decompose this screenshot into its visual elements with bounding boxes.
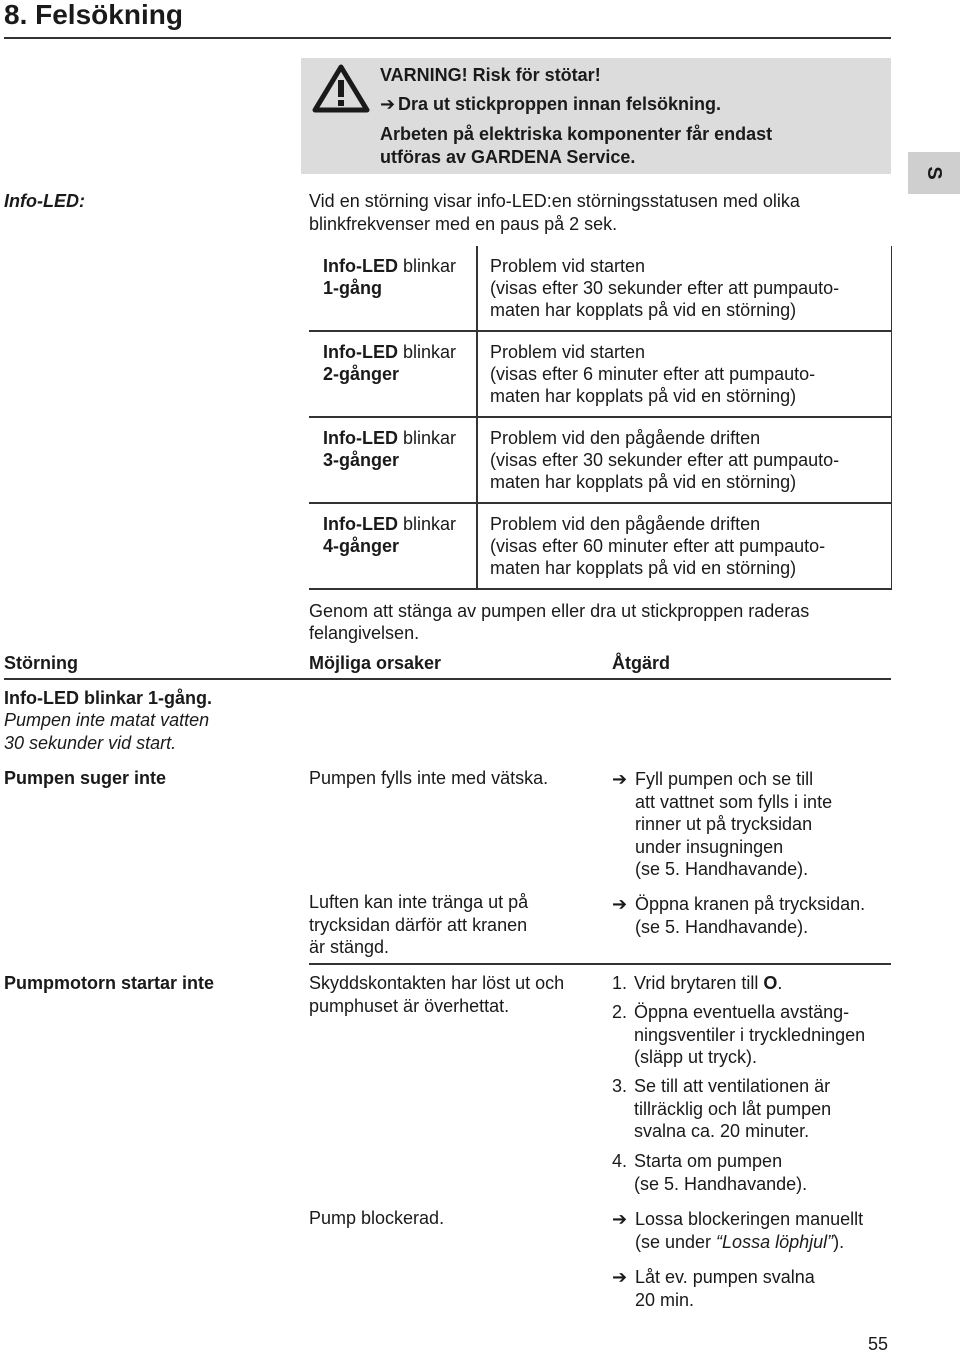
- step-text: Öppna eventuella avstäng-: [634, 1002, 850, 1022]
- action-let-cool: [612, 1266, 815, 1311]
- warning-heading: VARNING! Risk för stötar!: [380, 65, 601, 85]
- group-title: Info-LED blinkar 1-gång.: [4, 688, 213, 708]
- arrow-right-icon: ➔: [612, 1209, 628, 1229]
- led-row-3-desc1: Problem vid den pågående driften: [490, 428, 761, 448]
- cause-line: trycksidan därför att kranen: [309, 914, 528, 935]
- led-row-3-blink: [323, 427, 456, 450]
- header-rule: [4, 678, 891, 680]
- warning-triangle-icon: [312, 64, 370, 114]
- action-line: (se 5. Handhavande).: [635, 916, 809, 937]
- led-blink-word: blinkar: [397, 428, 457, 448]
- led-row-4-desc3: maten har kopplats på vid en störning): [490, 558, 797, 578]
- action-line: under insugningen: [635, 836, 784, 857]
- step-text: Starta om pumpen: [634, 1151, 783, 1171]
- led-row-1-desc1: Problem vid starten: [490, 256, 646, 276]
- led-row-2-desc2: (visas efter 6 minuter efter att pumpauto-: [490, 364, 816, 384]
- led-row-3-desc3: maten har kopplats på vid en störning): [490, 472, 797, 492]
- action-fill-pump: [612, 768, 832, 881]
- arrow-right-icon: ➔: [612, 894, 628, 914]
- step-text: (släpp ut tryck).: [634, 1047, 758, 1067]
- led-row-2-blink: [323, 341, 456, 364]
- step-4: [612, 1150, 807, 1195]
- cause-line: är stängd.: [309, 937, 390, 957]
- info-led-intro-line2: blinkfrekvenser med en paus på 2 sek.: [309, 214, 618, 234]
- step-text: ningsventiler i tryckledningen: [634, 1024, 866, 1045]
- action-open-tap: [612, 893, 865, 938]
- language-tab-label: S: [923, 166, 945, 180]
- action-line: rinner ut på trycksidan: [635, 814, 813, 834]
- step-text: tillräcklig och låt pumpen: [634, 1098, 832, 1119]
- step-number: 3.: [612, 1076, 628, 1096]
- arrow-right-icon: ➔: [612, 769, 628, 789]
- cause-overheated: [309, 972, 564, 1017]
- led-blink-word: blinkar: [397, 342, 457, 362]
- info-led-intro-line1: Vid en störning visar info-LED:en störningsstatusen med olika: [309, 191, 800, 211]
- cause-line: Luften kan inte tränga ut på: [309, 892, 529, 912]
- led-label: Info-LED: [323, 342, 398, 362]
- info-led-outro-line2: felangivelsen.: [309, 623, 420, 643]
- step-number: 2.: [612, 1002, 628, 1022]
- led-row-1-desc2: (visas efter 30 sekunder efter att pumpauto-: [490, 278, 840, 298]
- cause-not-filled: Pumpen fylls inte med vätska.: [309, 768, 549, 788]
- page-number: 55: [868, 1334, 889, 1354]
- switch-position: O: [763, 973, 778, 993]
- cause-line: Skyddskontakten har löst ut och: [309, 973, 565, 993]
- table-row-rule: [309, 588, 891, 590]
- group-subtitle-1: Pumpen inte matat vatten: [4, 710, 210, 730]
- cause-air-blocked: [309, 891, 528, 959]
- language-tab: [908, 152, 960, 194]
- action-line: Öppna kranen på trycksidan.: [635, 894, 866, 914]
- reference-italic: “Lossa löphjul”: [716, 1231, 834, 1252]
- group-subtitle-2: 30 sekunder vid start.: [4, 733, 177, 753]
- warning-instruction: [380, 93, 721, 116]
- action-line: Låt ev. pumpen svalna: [635, 1267, 815, 1287]
- led-row-1-count: 1-gång: [323, 278, 383, 298]
- warning-note-line1: Arbeten på elektriska komponenter får endast: [380, 124, 773, 144]
- led-row-4-count: 4-gånger: [323, 536, 400, 556]
- row-rule: [309, 963, 891, 965]
- action-release-blockage: [612, 1208, 863, 1253]
- step-number: 4.: [612, 1151, 628, 1171]
- table-row-rule: [309, 502, 891, 504]
- arrow-right-icon: ➔: [380, 94, 396, 114]
- table-row-rule: [309, 330, 891, 332]
- led-row-4-desc1: Problem vid den pågående driften: [490, 514, 761, 534]
- table-row-rule: [309, 416, 891, 418]
- fault-motor-not-starting: Pumpmotorn startar inte: [4, 973, 215, 993]
- action-line: (se 5. Handhavande).: [635, 859, 809, 879]
- step-punct: .: [777, 973, 783, 993]
- arrow-right-icon: ➔: [612, 1267, 628, 1287]
- step-number: 1.: [612, 973, 628, 993]
- led-row-4-blink: [323, 513, 456, 536]
- action-line: Fyll pumpen och se till: [635, 769, 814, 789]
- title-rule: [4, 37, 891, 39]
- led-label: Info-LED: [323, 428, 398, 448]
- step-2: [612, 1001, 865, 1069]
- led-blink-word: blinkar: [397, 256, 457, 276]
- cause-pump-blocked: Pump blockerad.: [309, 1208, 445, 1228]
- column-header-fault: Störning: [4, 653, 78, 673]
- step-3: [612, 1075, 831, 1143]
- led-row-3-desc2: (visas efter 30 sekunder efter att pumpauto-: [490, 450, 840, 470]
- step-text: svalna ca. 20 minuter.: [634, 1121, 810, 1141]
- warning-note-line2: utföras av GARDENA Service.: [380, 147, 636, 167]
- led-label: Info-LED: [323, 514, 398, 534]
- led-row-1-blink: [323, 255, 456, 278]
- action-line: Lossa blockeringen manuellt: [635, 1209, 864, 1229]
- step-text: Se till att ventilationen är: [634, 1076, 831, 1096]
- action-line: ).: [833, 1231, 845, 1252]
- led-row-2-count: 2-gånger: [323, 364, 400, 384]
- action-line: 20 min.: [635, 1289, 695, 1310]
- column-header-action: Åtgärd: [612, 653, 670, 673]
- step-text: Vrid brytaren till: [634, 973, 764, 993]
- info-led-label: Info-LED:: [4, 191, 85, 211]
- led-row-3-count: 3-gånger: [323, 450, 400, 470]
- step-1: [612, 972, 782, 995]
- table-divider: [476, 246, 478, 590]
- cause-line: pumphuset är överhettat.: [309, 995, 510, 1016]
- action-line: att vattnet som fylls i inte: [635, 791, 833, 812]
- led-row-1-desc3: maten har kopplats på vid en störning): [490, 300, 797, 320]
- column-header-causes: Möjliga orsaker: [309, 653, 442, 673]
- page-title: 8. Felsökning: [4, 0, 183, 30]
- led-row-4-desc2: (visas efter 60 minuter efter att pumpauto-: [490, 536, 826, 556]
- fault-pump-not-sucking: Pumpen suger inte: [4, 768, 167, 788]
- info-led-outro-line1: Genom att stänga av pumpen eller dra ut stickproppen raderas: [309, 601, 810, 621]
- action-line: (se under: [635, 1231, 717, 1252]
- warning-instruction-text: Dra ut stickproppen innan felsökning.: [398, 94, 722, 114]
- led-blink-word: blinkar: [397, 514, 457, 534]
- led-row-2-desc1: Problem vid starten: [490, 342, 646, 362]
- led-label: Info-LED: [323, 256, 398, 276]
- led-row-2-desc3: maten har kopplats på vid en störning): [490, 386, 797, 406]
- step-text: (se 5. Handhavande).: [634, 1173, 808, 1194]
